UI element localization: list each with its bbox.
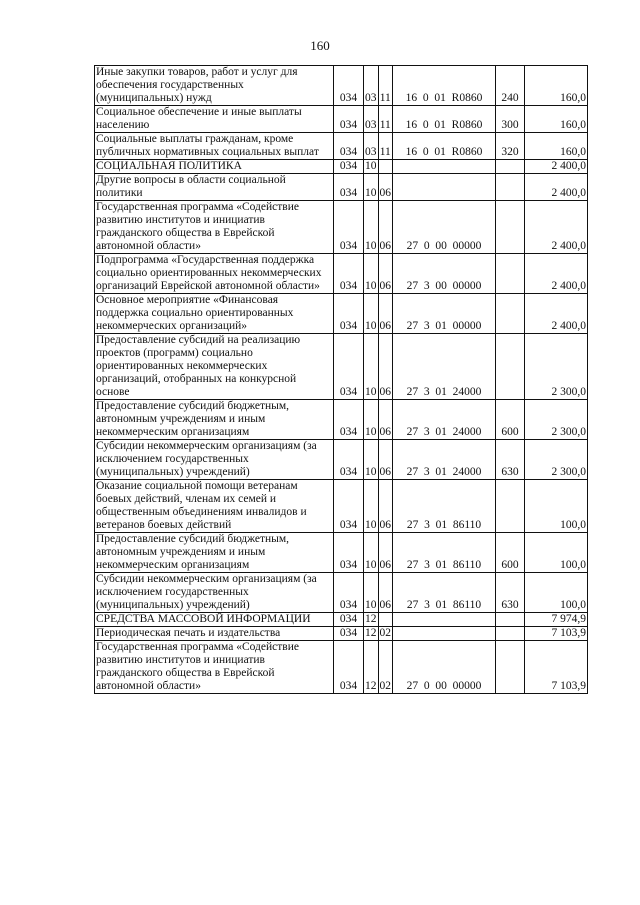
table-row — [95, 627, 588, 641]
row-name: Предоставление субсидий бюджетным, автономным учреждениям и иным некоммерческим организациям — [95, 400, 334, 440]
row-target-article-code: 27 3 01 24000 — [393, 400, 496, 440]
row-subsection-code: 06 — [378, 480, 393, 533]
row-section-code: 10 — [364, 201, 379, 254]
row-expense-type-code — [496, 160, 525, 174]
row-amount: 160,0 — [525, 106, 588, 133]
row-department-code: 034 — [334, 573, 364, 613]
row-section-code: 12 — [364, 641, 379, 694]
row-amount: 160,0 — [525, 66, 588, 106]
row-target-article-code: 16 0 01 R0860 — [393, 66, 496, 106]
row-department-code: 034 — [334, 641, 364, 694]
row-expense-type-code — [496, 334, 525, 400]
row-target-article-code: 27 3 01 86110 — [393, 533, 496, 573]
row-section-code: 03 — [364, 66, 379, 106]
table-row — [95, 641, 588, 694]
row-amount: 7 103,9 — [525, 641, 588, 694]
row-name: Предоставление субсидий на реализацию проектов (программ) социально ориентированных некоммерческих организаций, отобранных на конкурсной основе — [95, 334, 334, 400]
table-row — [95, 480, 588, 533]
row-subsection-code: 06 — [378, 400, 393, 440]
row-section-code: 10 — [364, 294, 379, 334]
table-row — [95, 160, 588, 174]
row-section-code: 10 — [365, 160, 377, 172]
row-name: Основное мероприятие «Финансовая поддержка социально ориентированных некоммерческих организаций» — [95, 294, 334, 334]
row-section-code: 10 — [364, 254, 379, 294]
table-row — [95, 254, 588, 294]
row-amount: 100,0 — [525, 573, 588, 613]
row-name: Социальные выплаты гражданам, кроме публичных нормативных социальных выплат — [95, 133, 334, 160]
table-row — [95, 106, 588, 133]
row-department-code: 034 — [334, 613, 364, 627]
row-department-code: 034 — [334, 133, 364, 160]
row-name: СОЦИАЛЬНАЯ ПОЛИТИКА — [95, 160, 334, 174]
row-subsection-code: 11 — [378, 106, 393, 133]
row-name: Иные закупки товаров, работ и услуг для обеспечения государственных (муниципальных) нужд — [95, 66, 334, 106]
row-subsection-code — [378, 160, 393, 174]
row-expense-type-code: 600 — [496, 533, 525, 573]
row-target-article-code — [393, 174, 496, 201]
row-subsection-code: 06 — [378, 201, 393, 254]
row-expense-type-code — [496, 613, 525, 627]
row-department-code: 034 — [334, 254, 364, 294]
row-subsection-code: 11 — [378, 66, 393, 106]
row-target-article-code — [393, 160, 496, 174]
row-target-article-code: 27 0 00 00000 — [393, 641, 496, 694]
row-amount: 100,0 — [525, 533, 588, 573]
row-section-code: 12 — [365, 613, 377, 625]
row-section-code: 10 — [364, 480, 379, 533]
row-section-code: 12 — [365, 627, 377, 639]
row-amount: 2 300,0 — [525, 440, 588, 480]
row-name: Социальное обеспечение и иные выплаты населению — [95, 106, 334, 133]
row-expense-type-code: 300 — [496, 106, 525, 133]
row-amount: 160,0 — [525, 133, 588, 160]
row-subsection-code: 06 — [378, 174, 393, 201]
row-name: Оказание социальной помощи ветеранам боевых действий, членам их семей и общественным объединениям инвалидов и ветеранов боевых действий — [95, 480, 334, 533]
row-amount: 2 400,0 — [525, 160, 588, 174]
row-expense-type-code — [496, 480, 525, 533]
row-section-code: 10 — [364, 174, 379, 201]
row-amount: 2 300,0 — [525, 334, 588, 400]
row-name: Государственная программа «Содействие развитию институтов и инициатив гражданского общества в Еврейской автономной области» — [95, 201, 334, 254]
row-target-article-code: 27 0 00 00000 — [393, 201, 496, 254]
table-row — [95, 334, 588, 400]
row-expense-type-code: 630 — [496, 573, 525, 613]
row-department-code: 034 — [334, 334, 364, 400]
row-department-code: 034 — [334, 106, 364, 133]
row-department-code: 034 — [334, 400, 364, 440]
table-row — [95, 613, 588, 627]
row-target-article-code: 27 3 01 86110 — [393, 573, 496, 613]
table-row — [95, 440, 588, 480]
row-subsection-code: 02 — [378, 641, 393, 694]
row-amount: 7 974,9 — [525, 613, 588, 627]
row-subsection-code: 06 — [378, 440, 393, 480]
table-row — [95, 533, 588, 573]
row-amount: 2 400,0 — [525, 254, 588, 294]
table-row — [95, 133, 588, 160]
row-expense-type-code — [496, 294, 525, 334]
row-target-article-code: 27 3 01 24000 — [393, 440, 496, 480]
row-department-code: 034 — [334, 533, 364, 573]
row-section-code: 10 — [364, 400, 379, 440]
row-name: Субсидии некоммерческим организациям (за исключением государственных (муниципальных) учреждений) — [95, 573, 334, 613]
row-subsection-code: 06 — [378, 254, 393, 294]
row-name: СРЕДСТВА МАССОВОЙ ИНФОРМАЦИИ — [95, 613, 334, 627]
row-amount: 2 300,0 — [525, 400, 588, 440]
budget-table — [94, 65, 588, 694]
row-department-code: 034 — [334, 480, 364, 533]
row-amount: 2 400,0 — [525, 174, 588, 201]
row-target-article-code: 27 3 00 00000 — [393, 254, 496, 294]
row-name: Подпрограмма «Государственная поддержка социально ориентированных некоммерческих организаций Еврейской автономной области» — [95, 254, 334, 294]
row-amount: 7 103,9 — [525, 627, 588, 641]
row-expense-type-code: 630 — [496, 440, 525, 480]
row-subsection-code — [378, 613, 393, 627]
row-target-article-code: 27 3 01 24000 — [393, 334, 496, 400]
table-row — [95, 66, 588, 106]
row-subsection-code: 02 — [379, 627, 391, 639]
row-expense-type-code: 320 — [496, 133, 525, 160]
row-name: Государственная программа «Содействие развитию институтов и инициатив гражданского общества в Еврейской автономной области» — [95, 641, 334, 694]
row-subsection-code: 06 — [378, 334, 393, 400]
row-department-code: 034 — [334, 627, 364, 641]
budget-table-body — [95, 66, 588, 694]
row-section-code: 03 — [364, 106, 379, 133]
table-row — [95, 573, 588, 613]
row-department-code: 034 — [334, 160, 364, 174]
row-amount: 100,0 — [525, 480, 588, 533]
row-name: Другие вопросы в области социальной политики — [95, 174, 334, 201]
row-subsection-code: 06 — [378, 573, 393, 613]
row-name: Предоставление субсидий бюджетным, автономным учреждениям и иным некоммерческим организациям — [95, 533, 334, 573]
table-row — [95, 294, 588, 334]
row-section-code: 10 — [364, 440, 379, 480]
row-expense-type-code — [496, 627, 525, 641]
row-subsection-code: 06 — [378, 294, 393, 334]
row-department-code: 034 — [334, 201, 364, 254]
row-amount: 2 400,0 — [525, 201, 588, 254]
row-expense-type-code: 600 — [496, 400, 525, 440]
row-subsection-code: 11 — [378, 133, 393, 160]
table-row — [95, 174, 588, 201]
row-expense-type-code — [496, 174, 525, 201]
row-name: Периодическая печать и издательства — [95, 627, 334, 641]
row-target-article-code: 16 0 01 R0860 — [393, 133, 496, 160]
row-target-article-code — [393, 613, 496, 627]
row-section-code: 10 — [364, 334, 379, 400]
row-expense-type-code — [496, 641, 525, 694]
row-target-article-code — [393, 627, 496, 641]
row-target-article-code: 27 3 01 86110 — [393, 480, 496, 533]
row-name: Субсидии некоммерческим организациям (за исключением государственных (муниципальных) учреждений) — [95, 440, 334, 480]
table-row — [95, 400, 588, 440]
row-department-code: 034 — [334, 294, 364, 334]
row-section-code: 10 — [364, 573, 379, 613]
row-expense-type-code — [496, 201, 525, 254]
row-department-code: 034 — [334, 66, 364, 106]
row-expense-type-code: 240 — [496, 66, 525, 106]
page-number: 160 — [310, 38, 330, 53]
row-expense-type-code — [496, 254, 525, 294]
row-department-code: 034 — [334, 440, 364, 480]
row-section-code: 03 — [364, 133, 379, 160]
row-department-code: 034 — [334, 174, 364, 201]
table-row — [95, 201, 588, 254]
row-target-article-code: 27 3 01 00000 — [393, 294, 496, 334]
row-amount: 2 400,0 — [525, 294, 588, 334]
row-subsection-code: 06 — [378, 533, 393, 573]
row-target-article-code: 16 0 01 R0860 — [393, 106, 496, 133]
row-section-code: 10 — [364, 533, 379, 573]
